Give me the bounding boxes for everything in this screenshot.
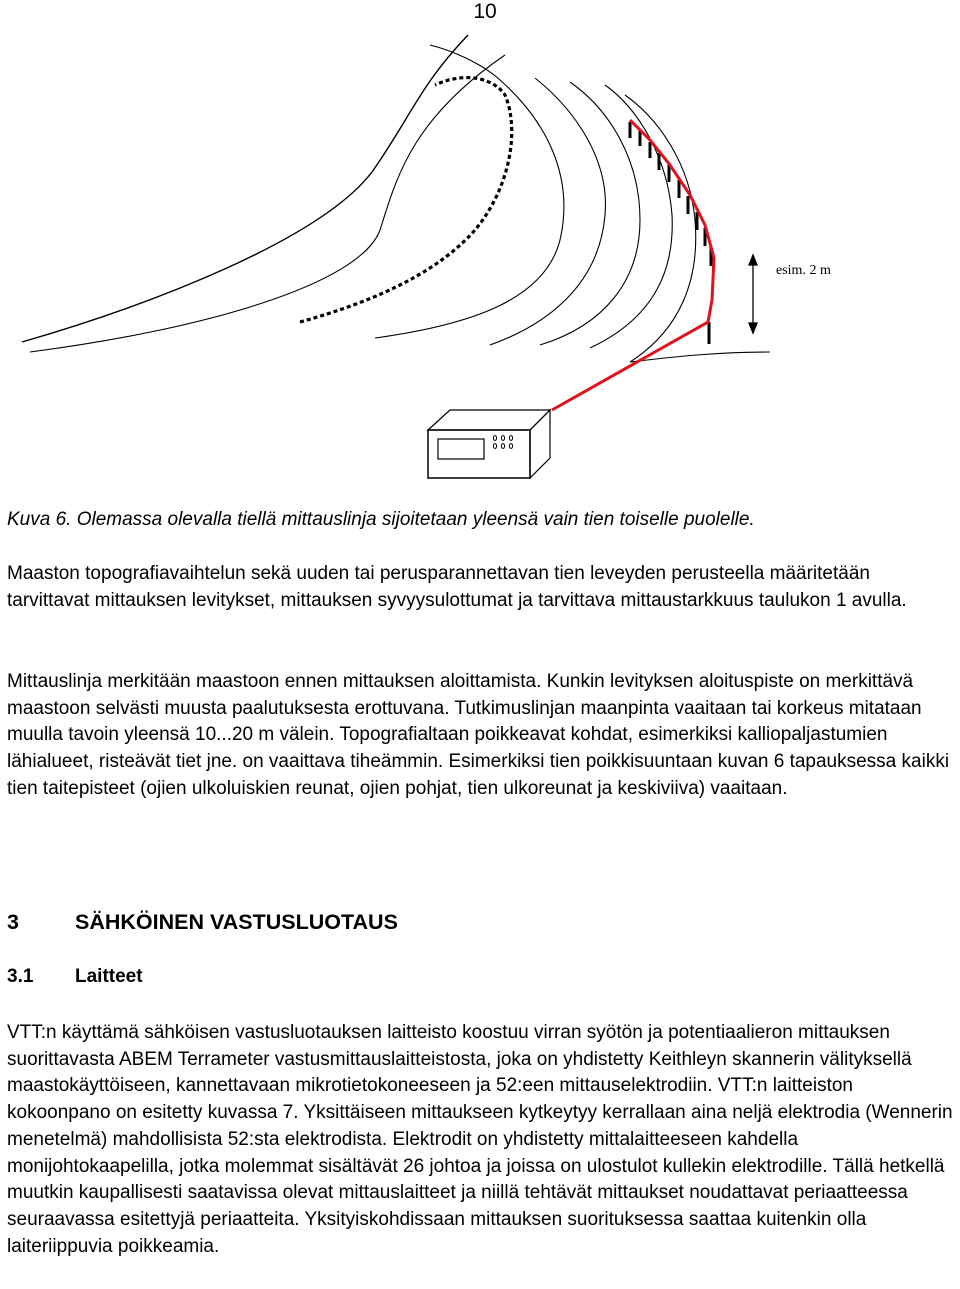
road-edge-inner	[30, 55, 505, 352]
road-diagram	[0, 0, 960, 500]
figure-caption: Kuva 6. Olemassa olevalla tiellä mittauslinja sijoitetaan yleensä vain tien toiselle puolelle.	[7, 509, 755, 530]
instrument-display	[438, 439, 484, 459]
paragraph-1: Maaston topografiavaihtelun sekä uuden tai perusparannettavan tien leveyden perusteella määritetään tarvittavat mittauksen levitykset, mittauksen syvyysulottumat ja tarvittava mittaustarkkuus taulukon 1 avulla.	[7, 563, 907, 611]
scale-arrow	[749, 255, 757, 333]
instrument-knobs	[493, 436, 512, 449]
road-measurement-figure	[0, 0, 960, 500]
road-center-line	[300, 78, 512, 322]
section-number: 3	[7, 910, 19, 934]
section-heading	[7, 910, 398, 935]
road-edge-right	[375, 45, 564, 338]
subsection-title: Laitteet	[75, 966, 143, 987]
subsection-heading	[7, 966, 143, 988]
ditch-line-1	[490, 78, 605, 345]
scale-label: esim. 2 m	[776, 263, 831, 278]
measuring-instrument	[428, 410, 550, 478]
paragraph-3: VTT:n käyttämä sähköisen vastusluotauksen laitteisto koostuu virran syötön ja potentiaalieron mittauksen suorittavasta ABEM Terrameter vastusmittauslaitteistosta, joka on yhdistetty Keithleyn skannerin välityksellä maastokäyttöiseen, kannettavaan mikrotietokoneeseen ja 52:een mittauselektrodiin. VTT:n laitteiston kokoonpano on esitetty kuvassa 7. Yksittäiseen mittaukseen kytkeytyy kerrallaan aina neljä elektrodia (Wennerin menetelmä) mahdollisista 52:sta elektrodista. Elektrodit on yhdistetty mittalaitteeseen kahdella monijohtokaapelilla, jotka molemmat sisältävät 26 johtoa ja joissa on ulostulot kullekin elektrodille. Tällä hetkellä muutkin kaupallisesti saatavissa olevat mittauslaitteet ja niillä tehtävät mittaukset noudattavat periaatteessa seuraavassa esitettyjä periaatteita. Yksityiskohdissaan mittauksen suorituksessa saattaa kuitenkin olla laiteriippuvia poikkeamia.	[7, 1022, 953, 1257]
paragraph-2: Mittauslinja merkitään maastoon ennen mittauksen aloittamista. Kunkin levityksen aloituspiste on merkittävä maastoon selvästi muusta paalutuksesta erottuvana. Tutkimuslinjan maanpinta vaaitaan tai korkeus mitataan muulla tavoin yleensä 10...20 m välein. Topografialtaan poikkeavat kohdat, esimerkiksi kalliopaljastumien lähialueet, risteävät tiet jne. on vaaittava tiheämmin. Esimerkiksi tien poikkisuuntaan kuvan 6 tapauksessa kaikki tien taitepisteet (ojien ulkoluiskien reunat, ojien pohjat, tien ulkoreunat ja keskiviiva) vaaitaan.	[7, 671, 950, 799]
section-title: SÄHKÖINEN VASTUSLUOTAUS	[75, 910, 398, 934]
page-number: 10	[473, 0, 497, 23]
road-edge-left	[22, 35, 468, 342]
ditch-line-2	[540, 82, 640, 345]
ditch-line-4	[625, 95, 696, 362]
subsection-number: 3.1	[7, 966, 34, 987]
